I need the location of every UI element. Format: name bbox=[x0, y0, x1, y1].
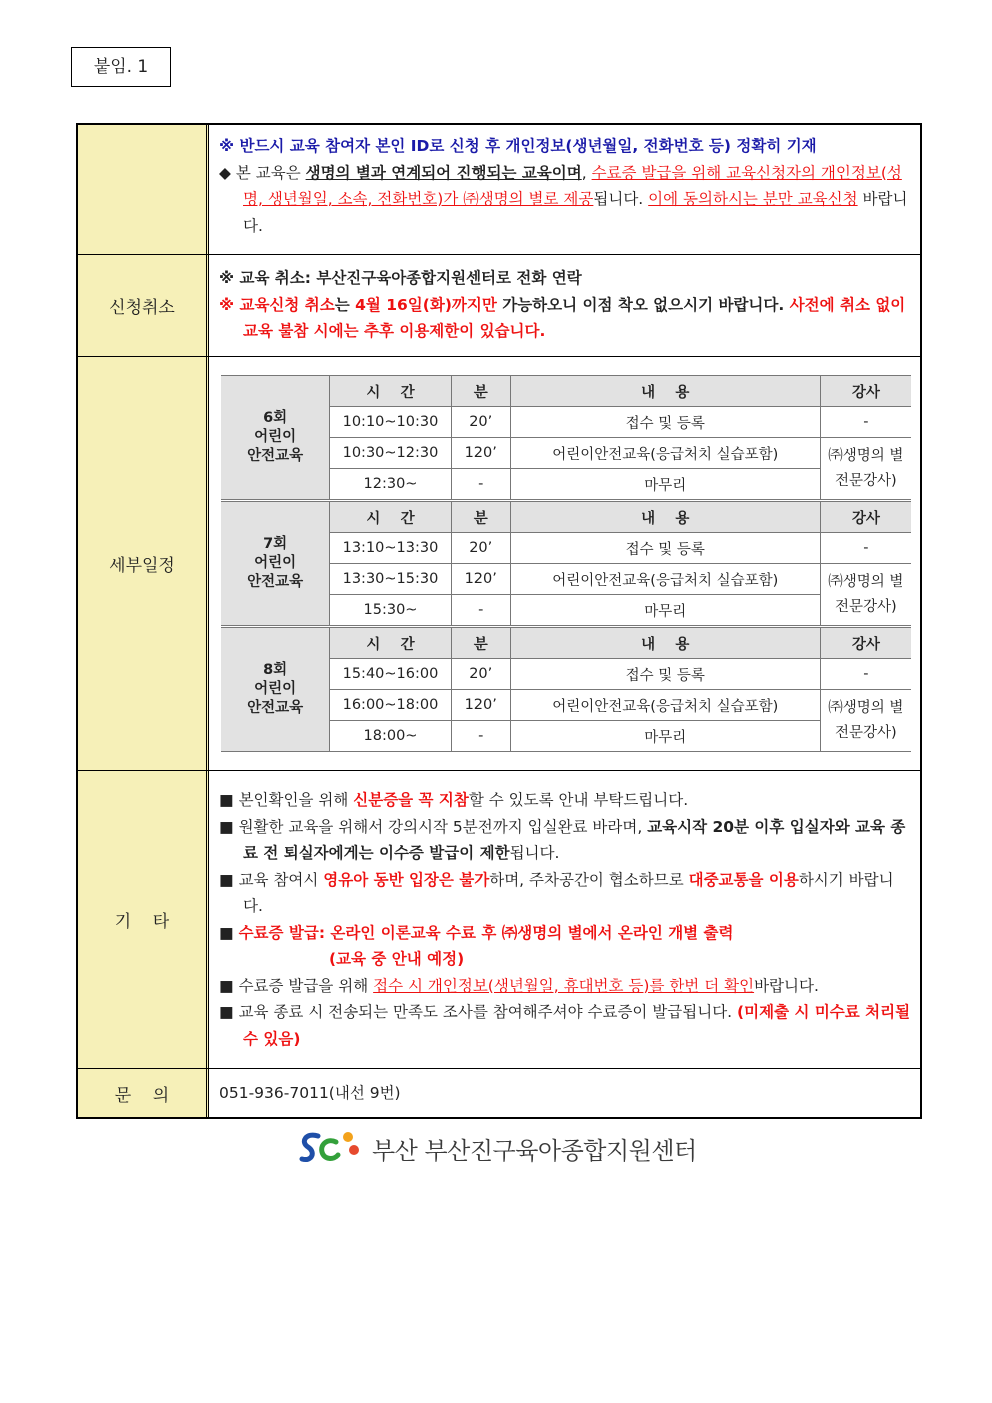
etc-bullet-4-note: (교육 중 안내 예정) bbox=[329, 950, 465, 968]
etc-bullet-3: ■ 교육 참여시 영유아 동반 입장은 불가하며, 주차공간이 협소하므로 대중교통을 이용하시기 바랍니다. bbox=[219, 870, 894, 915]
notice-content bbox=[209, 125, 920, 254]
min-cell: - bbox=[451, 595, 510, 626]
footer bbox=[298, 1128, 718, 1168]
header-content: 내 용 bbox=[510, 628, 820, 659]
time-cell: 16:00~18:00 bbox=[330, 690, 451, 721]
session-name: 6회 어린이 안전교육 bbox=[221, 376, 330, 500]
time-cell: 10:10~10:30 bbox=[330, 407, 451, 438]
header-instructor: 강사 bbox=[820, 376, 911, 407]
content-cell: 어린이안전교육(응급처치 실습포함) bbox=[510, 564, 820, 595]
header-min: 분 bbox=[451, 502, 510, 533]
time-cell: 13:30~15:30 bbox=[330, 564, 451, 595]
time-cell: 12:30~ bbox=[330, 469, 451, 500]
header-time: 시 간 bbox=[330, 628, 451, 659]
content-cell: 어린이안전교육(응급처치 실습포함) bbox=[510, 690, 820, 721]
session-name: 8회 어린이 안전교육 bbox=[221, 628, 330, 752]
cancel-label: 신청취소 bbox=[78, 255, 209, 356]
etc-label: 기 타 bbox=[78, 771, 209, 1068]
notice-label bbox=[78, 125, 209, 254]
instructor-cell: ㈜생명의 별 전문강사) bbox=[820, 438, 911, 500]
content-cell: 접수 및 등록 bbox=[510, 533, 820, 564]
contact-label: 문 의 bbox=[78, 1069, 209, 1117]
header-time: 시 간 bbox=[330, 376, 451, 407]
time-cell: 13:10~13:30 bbox=[330, 533, 451, 564]
instructor-cell: - bbox=[820, 533, 911, 564]
notice-line-2: ◆ 본 교육은 생명의 별과 연계되어 진행되는 교육이며, 수료증 발급을 위해 교육신청자의 개인정보(성명, 생년월일, 소속, 전화번호)가 ㈜생명의 별로 제공됩니다. 이에 동의하시는 분만 교육신청 바랍니다. bbox=[219, 163, 908, 235]
etc-bullet-6: ■ 교육 종료 시 전송되는 만족도 조사를 참여해주셔야 수료증이 발급됩니다. (미제출 시 미수료 처리될 수 있음) bbox=[219, 1003, 911, 1048]
etc-bullet-5: ■ 수료증 발급을 위해 접수 시 개인정보(생년월일, 휴대번호 등)를 한번 더 확인바랍니다. bbox=[219, 976, 819, 995]
header-min: 분 bbox=[451, 376, 510, 407]
etc-row bbox=[78, 771, 920, 1069]
notice-line-1: ※ 반드시 교육 참여자 본인 ID로 신청 후 개인정보(생년월일, 전화번호 등) 정확히 기재 bbox=[219, 137, 817, 155]
schedule-block bbox=[221, 375, 911, 500]
time-cell: 10:30~12:30 bbox=[330, 438, 451, 469]
contact-row bbox=[78, 1069, 920, 1117]
content-cell: 마무리 bbox=[510, 595, 820, 626]
min-cell: - bbox=[451, 721, 510, 752]
etc-bullet-4: ■ 수료증 발급: 온라인 이론교육 수료 후 ㈜생명의 별에서 온라인 개별 출력 bbox=[219, 923, 734, 942]
min-cell: 20’ bbox=[451, 407, 510, 438]
header-min: 분 bbox=[451, 628, 510, 659]
session-name: 7회 어린이 안전교육 bbox=[221, 502, 330, 626]
etc-bullet-2: ■ 원활한 교육을 위해서 강의시작 5분전까지 입실완료 바라며, 교육시작 20분 이후 입실자와 교육 종료 전 퇴실자에게는 이수증 발급이 제한됩니다. bbox=[219, 817, 906, 862]
content-cell: 어린이안전교육(응급처치 실습포함) bbox=[510, 438, 820, 469]
cancel-line-2: ※ 교육신청 취소는 4월 16일(화)까지만 가능하오니 이점 착오 없으시기 바랍니다. 사전에 취소 없이 교육 불참 시에는 추후 이용제한이 있습니다. bbox=[219, 295, 906, 340]
info-table bbox=[76, 123, 922, 1119]
content-cell: 마무리 bbox=[510, 721, 820, 752]
attachment-tag: 붙임. 1 bbox=[71, 47, 171, 87]
schedule-row bbox=[78, 357, 920, 771]
center-logo-icon bbox=[298, 1128, 364, 1168]
min-cell: 120’ bbox=[451, 438, 510, 469]
cancel-line-1: ※ 교육 취소: 부산진구육아종합지원센터로 전화 연락 bbox=[219, 269, 582, 287]
time-cell: 18:00~ bbox=[330, 721, 451, 752]
min-cell: 120’ bbox=[451, 564, 510, 595]
instructor-cell: - bbox=[820, 659, 911, 690]
min-cell: 20’ bbox=[451, 533, 510, 564]
header-time: 시 간 bbox=[330, 502, 451, 533]
cancel-content bbox=[209, 255, 920, 356]
schedule-block bbox=[221, 627, 911, 752]
header-content: 내 용 bbox=[510, 376, 820, 407]
instructor-cell: ㈜생명의 별 전문강사) bbox=[820, 690, 911, 752]
etc-content bbox=[209, 771, 920, 1068]
instructor-cell: ㈜생명의 별 전문강사) bbox=[820, 564, 911, 626]
content-cell: 마무리 bbox=[510, 469, 820, 500]
schedule-block bbox=[221, 501, 911, 626]
time-cell: 15:40~16:00 bbox=[330, 659, 451, 690]
header-content: 내 용 bbox=[510, 502, 820, 533]
center-name: 부산 부산진구육아종합지원센터 bbox=[372, 1136, 697, 1165]
min-cell: 120’ bbox=[451, 690, 510, 721]
etc-bullet-1: ■ 본인확인을 위해 신분증을 꼭 지참할 수 있도록 안내 부탁드립니다. bbox=[219, 791, 689, 809]
header-instructor: 강사 bbox=[820, 502, 911, 533]
contact-value: 051-936-7011(내선 9번) bbox=[219, 1083, 401, 1102]
cancel-row bbox=[78, 255, 920, 357]
time-cell: 15:30~ bbox=[330, 595, 451, 626]
content-cell: 접수 및 등록 bbox=[510, 659, 820, 690]
content-cell: 접수 및 등록 bbox=[510, 407, 820, 438]
min-cell: - bbox=[451, 469, 510, 500]
header-instructor: 강사 bbox=[820, 628, 911, 659]
min-cell: 20’ bbox=[451, 659, 510, 690]
notice-row bbox=[78, 125, 920, 255]
schedule-label: 세부일정 bbox=[78, 357, 209, 770]
instructor-cell: - bbox=[820, 407, 911, 438]
